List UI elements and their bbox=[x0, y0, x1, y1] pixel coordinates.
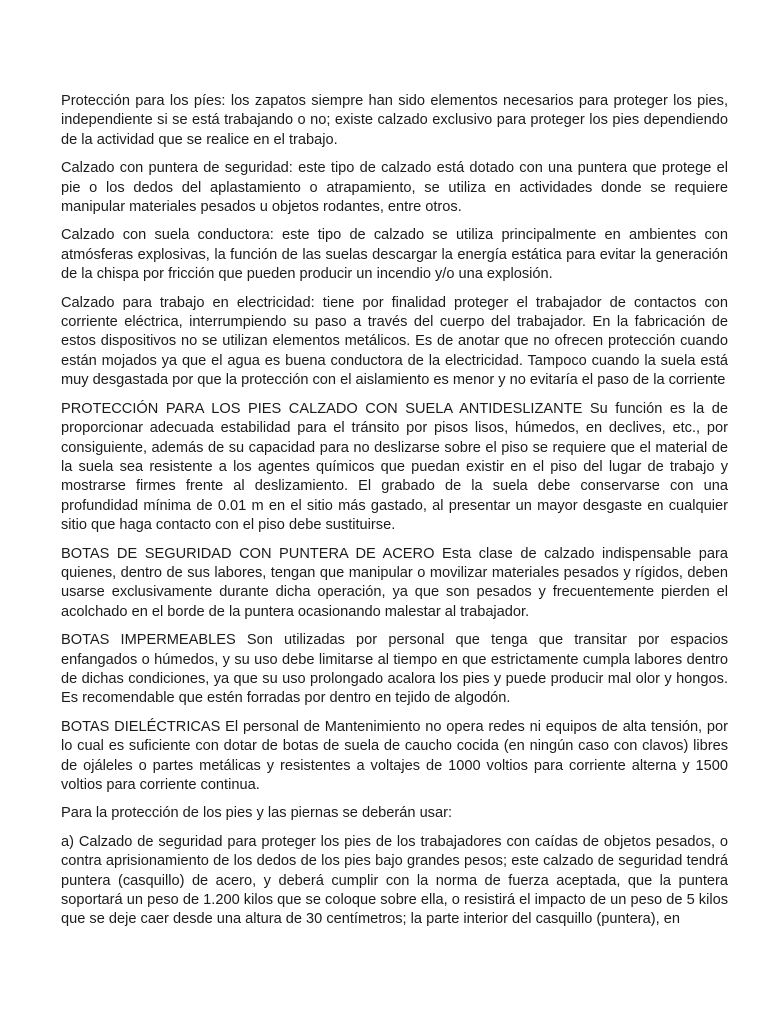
paragraph-trabajo-electricidad: Calzado para trabajo en electricidad: tiene por finalidad proteger el trabajador de contactos con corriente eléctrica, interrumpiendo su paso a través del cuerpo del trabajador. En la fabricación de estos dispositivos no se utilizan elementos metálicos. Es de anotar que no ofrecen protección cuando están mojados ya que el agua es buena conductora de la electricidad. Tampoco cuando la suela está muy desgastada por que la protección con el aislamiento es menor y no evitaría el paso de la corriente bbox=[61, 294, 728, 389]
paragraph-proteccion-pies: Protección para los píes: los zapatos siempre han sido elementos necesarios para proteger los pies, independiente si se está trabajando o no; existe calzado exclusivo para proteger los pies dependiendo de la actividad que se realice en el trabajo. bbox=[61, 93, 728, 148]
paragraph-botas-dielectricas: BOTAS DIELÉCTRICAS El personal de Mantenimiento no opera redes ni equipos de alta tensión, por lo cual es suficiente con dotar de botas de suela de caucho cocida (en ningún caso con clavos) libres de ojáleles o partes metálicas y resistentes a voltajes de 1000 voltios para corriente alterna y 1500 voltios para corriente continua. bbox=[61, 718, 728, 793]
paragraph-intro-lista: Para la protección de los pies y las piernas se deberán usar: bbox=[61, 805, 453, 822]
document-body bbox=[61, 92, 728, 939]
paragraph-botas-impermeables: BOTAS IMPERMEABLES Son utilizadas por personal que tenga que transitar por espacios enfangados o húmedos, y su uso debe limitarse al tiempo en que estrictamente cumpla labores dentro de dichas condiciones, ya que su uso prolongado acalora los pies y puede producir mal olor y hongos. Es recomendable que estén forradas por dentro en tejido de algodón. bbox=[61, 632, 728, 707]
paragraph-botas-puntera-acero: BOTAS DE SEGURIDAD CON PUNTERA DE ACERO Esta clase de calzado indispensable para quienes, dentro de sus labores, tengan que manipular o movilizar materiales pesados y rígidos, deben usarse exclusivamente durante dicha operación, ya que son pesados y frecuentemente pierden el acolchado en el borde de la puntera ocasionando malestar al trabajador. bbox=[61, 545, 728, 620]
paragraph-calzado-seguridad-a: a) Calzado de seguridad para proteger los pies de los trabajadores con caídas de objetos pesados, o contra aprisionamiento de los dedos de los pies bajo grandes pesos; este calzado de seguridad tendrá puntera (casquillo) de acero, y deberá cumplir con la norma de fuerza aceptada, que la puntera soportará un peso de 1.200 kilos que se coloque sobre ella, o resistirá el impacto de un peso de 5 kilos que se deje caer desde una altura de 30 centímetros; la parte interior del casquillo (puntera), en bbox=[61, 833, 728, 928]
paragraph-suela-conductora: Calzado con suela conductora: este tipo de calzado se utiliza principalmente en ambientes con atmósferas explosivas, la función de las suelas descargar la energía estática para evitar la generación de la chispa por fricción que pueden producir un incendio y/o una explosión. bbox=[61, 227, 728, 283]
paragraph-calzado-puntera: Calzado con puntera de seguridad: este tipo de calzado está dotado con una puntera que protege el pie o los dedos del aplastamiento o atrapamiento, se utiliza en actividades donde se requiere manipular materiales pesados u objetos rodantes, entre otros. bbox=[61, 160, 728, 216]
paragraph-suela-antideslizante: PROTECCIÓN PARA LOS PIES CALZADO CON SUELA ANTIDESLIZANTE Su función es la de proporcionar adecuada estabilidad para el tránsito por pisos lisos, húmedos, en declives, etc., por consiguiente, además de su capacidad para no deslizarse sobre el piso se requiere que el material de la suela sea resistente a los agentes químicos que puedan existir en el piso del lugar de trabajo y mostrarse firmes frente al deslizamiento. El grabado de la suela debe conservarse con una profundidad mínima de 0.01 m en el sitio más gastado, al presentar un mayor desgaste en cualquier sitio que haga contacto con el piso debe sustituirse. bbox=[61, 400, 728, 534]
